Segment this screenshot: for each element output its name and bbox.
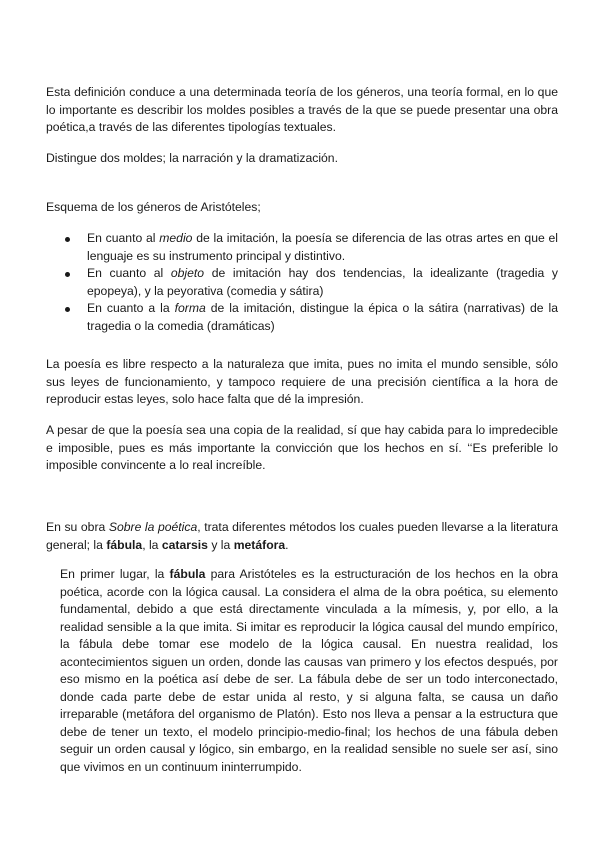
text-run: . <box>285 537 289 552</box>
bullet-text-post: de la imitación, la poesía se diferencia de las otras artes en que el lenguaje es su instrumento principal y distintivo. <box>87 231 558 263</box>
bullet-text-pre: En cuanto al <box>87 231 160 245</box>
paragraph-poetry-freedom: La poesía es libre respecto a la naturaleza que imita, pues no imita el mundo sensible, sólo sus leyes de funcionamiento, y tampoco requiere de una precisión científica a la hora de reproducir estas leyes, solo hace falta que dé la impresión. <box>46 357 558 406</box>
list-item <box>46 300 558 335</box>
text-run: y la <box>207 537 234 552</box>
list-item <box>46 230 558 265</box>
paragraph-fabula <box>60 566 558 776</box>
genre-scheme-list <box>46 230 558 335</box>
bullet-text-em: forma <box>174 301 206 315</box>
bullet-text-pre: En cuanto al <box>87 266 171 280</box>
paragraph-genre-theory: Esta definición conduce a una determinada teoría de los géneros, una teoría formal, en lo que lo importante es describir los moldes posibles a través de la que se puede presentar una obra poética,a través de las diferentes tipologías textuales. <box>46 85 558 134</box>
bullet-text-pre: En cuanto a la <box>87 301 175 315</box>
term-fabula: fábula <box>106 537 143 552</box>
book-title: Sobre la poética <box>108 520 198 534</box>
term-catarsis: catarsis <box>161 537 208 552</box>
list-item <box>46 265 558 300</box>
bullet-text-post: de la imitación, distingue la épica o la sátira (narrativas) de la tragedia o la comedia (dramáticas) <box>87 301 559 333</box>
bullet-dot-icon <box>65 307 70 312</box>
term-fabula: fábula <box>169 567 206 581</box>
bullet-dot-icon <box>65 272 70 277</box>
text-run: para Aristóteles es la estructuración de los hechos en la obra poética, acorde con la lógica causal. La considera el alma de la obra poética, su elemento fundamental, debido a que está directamente vinculada a la mímesis, y, por ello, a la realidad sensible a la que imita. Si imitar es reproducir la lógica causal del mundo empírico, la fábula debe tomar ese modelo de la lógica causal. En nuestra realidad, los acontecimientos siguen un orden, donde las causas van primero y los efectos después, por eso mismo en la poética así debe de ser. La fábula debe de ser un todo interconectado, donde cada parte debe de estar unida al resto, y si alguna falta, se causa un daño irreparable (metáfora del organismo de Platón). Esto nos lleva a pensar a la estructura que debe de tener un texto, el modelo principio-medio-final; los hechos de una fábula deben seguir un orden causal y lógico, sin embargo, en la realidad sensible no suele ser así, sino que vivimos en un continuum ininterrumpido. <box>60 567 558 774</box>
text-run: En primer lugar, la <box>60 567 170 581</box>
paragraph-scheme-heading: Esquema de los géneros de Aristóteles; <box>46 200 261 214</box>
text-run: , trata diferentes métodos los cuales pueden llevarse a la literatura general; la <box>46 520 558 552</box>
paragraph-impossible: A pesar de que la poesía sea una copia de la realidad, sí que hay cabida para lo impredecible e imposible, pues es más importante la convicción que los hechos en sí. ‘‘Es preferible lo imposible convincente a lo real increíble. <box>46 423 558 472</box>
bullet-text-post: de imitación hay dos tendencias, la idealizante (tragedia y epopeya), y la peyorativa (comedia y sátira) <box>87 266 558 298</box>
bullet-text-em: objeto <box>170 266 205 280</box>
bullet-text-em: medio <box>159 231 193 245</box>
text-run: , la <box>142 537 162 552</box>
paragraph-two-molds: Distingue dos moldes; la narración y la dramatización. <box>46 151 338 165</box>
term-metafora: metáfora <box>233 537 286 552</box>
bullet-dot-icon <box>65 237 70 242</box>
paragraph-methods <box>46 519 558 554</box>
text-run: En su obra <box>46 520 109 534</box>
